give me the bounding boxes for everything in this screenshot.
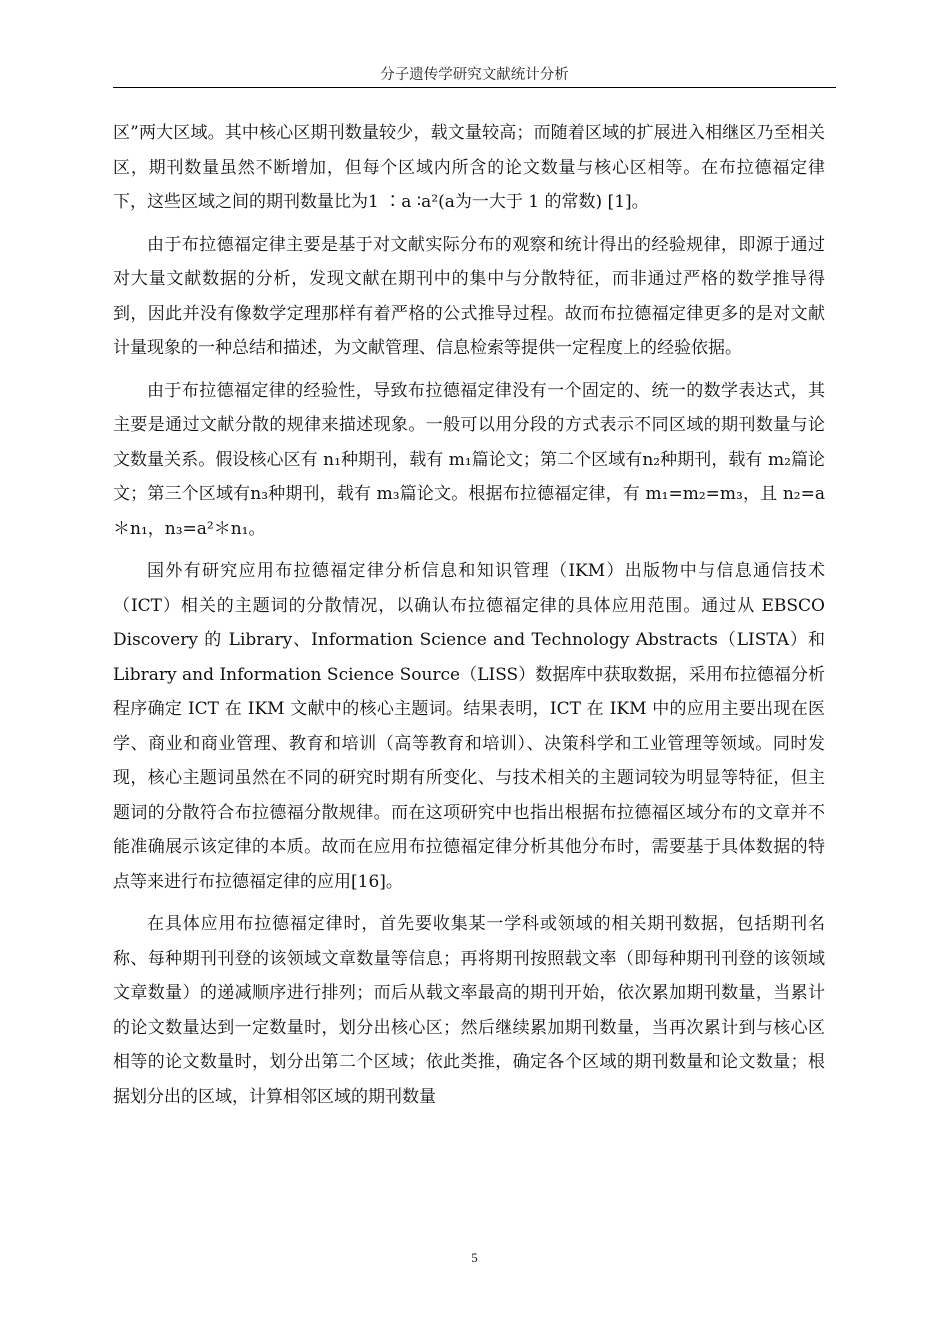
- paragraph-1: 区”两大区域。其中核心区期刊数量较少，载文量较高；而随着区域的扩展进入相继区乃至相关区，期刊数量虽然不断增加，但每个区域内所含的论文数量与核心区相等。在布拉德福定律下，这些区域之间的期刊数量比为1 ∶a ∶a²(a为一大于 1 的常数) [1]。: [113, 123, 825, 212]
- page-number: 5: [471, 1250, 478, 1265]
- paragraph-2: 由于布拉德福定律主要是基于对文献实际分布的观察和统计得出的经验规律，即源于通过对大量文献数据的分析，发现文献在期刊中的集中与分散特征，而非通过严格的数学推导得到，因此并没有像数学定理那样有着严格的公式推导过程。故而布拉德福定律更多的是对文献计量现象的一种总结和描述，为文献管理、信息检索等提供一定程度上的经验依据。: [113, 234, 825, 358]
- paragraph-4: 国外有研究应用布拉德福定律分析信息和知识管理（IKM）出版物中与信息通信技术（ICT）相关的主题词的分散情况，以确认布拉德福定律的具体应用范围。通过从 EBSCO Discovery 的 Library、Information Science and Technology Abstracts（LISTA）和 Library and Information Science Source（LISS）数据库中获取数据，采用布拉德福分析程序确定 ICT 在 IKM 文献中的核心主题词。结果表明，ICT 在 IKM 中的应用主要出现在医学、商业和商业管理、教育和培训（高等教育和培训）、决策科学和工业管理等领域。同时发现，核心主题词虽然在不同的研究时期有所变化、与技术相关的主题词较为明显等特征，但主题词的分散符合布拉德福分散规律。而在这项研究中也指出根据布拉德福区域分布的文章并不能准确展示该定律的本质。故而在应用布拉德福定律分析其他分布时，需要基于具体数据的特点等来进行布拉德福定律的应用[16]。: [113, 561, 825, 892]
- running-header: 分子遗传学研究文献统计分析: [380, 67, 569, 83]
- header-rule: [113, 87, 836, 88]
- paragraph-3: 由于布拉德福定律的经验性，导致布拉德福定律没有一个固定的、统一的数学表达式，其主要是通过文献分散的规律来描述现象。一般可以用分段的方式表示不同区域的期刊数量与论文数量关系。假设核心区有 n₁种期刊，载有 m₁篇论文；第二个区域有n₂种期刊，载有 m₂篇论文；第三个区域有n₃种期刊，载有 m₃篇论文。根据布拉德福定律，有 m₁=m₂=m₃，且 n₂=a＊n₁，n₃=a²＊n₁。: [113, 380, 825, 539]
- body-text: [113, 116, 825, 1114]
- paragraph-5: 在具体应用布拉德福定律时，首先要收集某一学科或领域的相关期刊数据，包括期刊名称、每种期刊刊登的该领域文章数量等信息；再将期刊按照载文率（即每种期刊刊登的该领域文章数量）的递减顺序进行排列；而后从载文率最高的期刊开始，依次累加期刊数量，当累计的论文数量达到一定数量时，划分出核心区；然后继续累加期刊数量，当再次累计到与核心区相等的论文数量时，划分出第二个区域；依此类推，确定各个区域的期刊数量和论文数量；根据划分出的区域，计算相邻区域的期刊数量: [113, 914, 825, 1107]
